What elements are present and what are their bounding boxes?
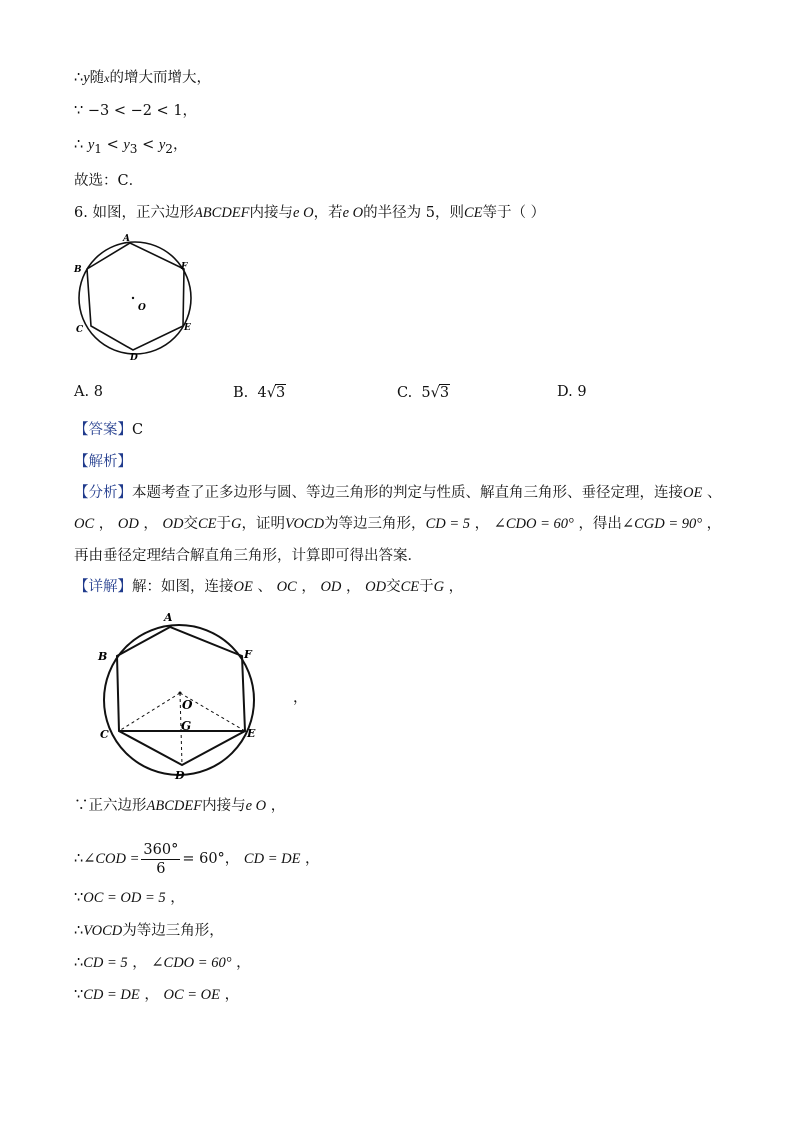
step-1: ∵正六边形ABCDEF内接与e O ，: [74, 798, 286, 814]
hexagon-outline: [87, 243, 184, 350]
analysis-line-3: 再由垂径定理结合解直角三角形，计算即可得出答案．: [74, 548, 422, 564]
label-D: D: [175, 769, 185, 782]
label-D: D: [130, 353, 138, 363]
option-c: C. 5√3: [397, 385, 450, 401]
option-d: D. 9: [557, 384, 587, 400]
line-y-compare: ∴ $y_1 < y_3 < y_2$，: [74, 137, 188, 156]
analysis-line-1: 【分析】本题考查了正多边形与圆、等边三角形的判定与性质、解直角三角形、垂径定理，连接OE 、: [74, 485, 722, 501]
segment-oc: [119, 693, 180, 731]
hexagon-outline: [117, 627, 245, 765]
figure-trailing-comma: ，: [293, 690, 308, 706]
option-b: B. 4√3: [233, 385, 286, 401]
solution-line-1: 【详解】解：如图，连接OE 、 OC ， OD ， OD交CE于G ，: [74, 579, 464, 595]
circle-outline: [104, 625, 254, 775]
line-y-increases: ∴y随x的增大而增大，: [74, 70, 211, 86]
center-dot: [132, 297, 134, 299]
center-dot: [179, 692, 182, 695]
label-G: G: [181, 719, 192, 733]
label-E: E: [247, 727, 256, 740]
answer-line: 【答案】C: [74, 422, 144, 438]
step-6: ∵CD = DE ， OC = OE ，: [74, 987, 240, 1003]
step-5: ∴CD = 5 ， ∠CDO = 60° ，: [74, 955, 251, 971]
label-O: O: [138, 303, 146, 313]
fraction: $\frac{360^\circ}{6}$: [143, 841, 179, 877]
label-B: B: [74, 265, 82, 275]
step-4: ∴VOCD为等边三角形，: [74, 923, 224, 939]
label-B: B: [98, 650, 108, 663]
jiexi-line: 【解析】: [74, 454, 132, 470]
line-choose: 故选：C．: [74, 173, 144, 189]
label-O: O: [182, 698, 193, 712]
label-C: C: [76, 325, 84, 335]
step-2: ∴∠COD = $\frac{360^\circ}{6}$ = 60°， CD = DE ，: [74, 841, 320, 877]
line-inequality: ∵ −3 < −2 < 1，: [74, 103, 198, 119]
label-A: A: [123, 234, 130, 244]
option-a: A. 8: [74, 384, 103, 400]
label-F: F: [181, 262, 188, 272]
hexagon-figure-2: [92, 605, 272, 785]
label-E: E: [184, 323, 191, 333]
hexagon-figure-1: [70, 230, 200, 365]
label-C: C: [100, 728, 109, 741]
circle-outline: [79, 242, 191, 354]
label-F: F: [244, 648, 252, 661]
question-6: 6. 如图，正六边形ABCDEF内接与e O，若e O的半径为 5，则CE等于（ ）: [74, 205, 546, 221]
label-A: A: [164, 611, 173, 624]
analysis-line-2: OC ， OD ， OD交CE于G，证明VOCD为等边三角形，CD = 5 ， ∠CDO = 60° ，得出∠CGD = 90° ，: [74, 516, 722, 532]
step-3: ∵OC = OD = 5 ，: [74, 890, 185, 906]
